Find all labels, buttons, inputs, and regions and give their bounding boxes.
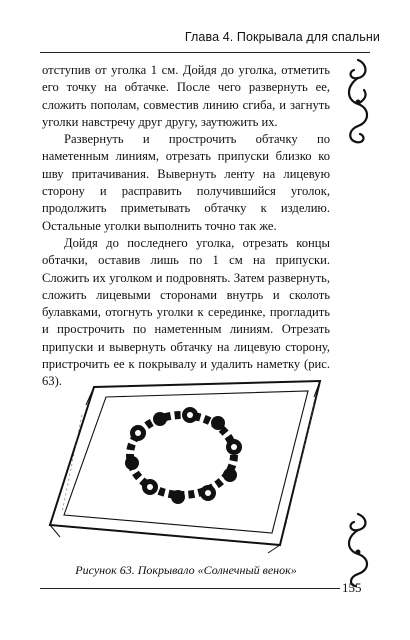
- footer-rule: [40, 588, 340, 589]
- running-header: Глава 4. Покрывала для спальни: [184, 30, 380, 44]
- paragraph: Развернуть и прострочить обтачку по наметенным линиям, отрезать припуски близко ко шву притачивания. Вывернуть ленту на лицевую сторону и расправить получившийся уголок, продолжить приметывать обтачку к изделию. Остальные уголки выполнить точно так же.: [42, 132, 330, 233]
- flourish-ornament-bottom: [338, 510, 378, 590]
- figure-caption: Рисунок 63. Покрывало «Солнечный венок»: [75, 563, 297, 577]
- page-number: 155: [342, 580, 362, 595]
- bedspread-illustration: [42, 375, 332, 557]
- paragraph: Дойдя до последнего уголка, отрезать концы обтачки, оставив лишь по 1 см на припуски. Сложить их уголком и подровнять. Затем развернуть, сложить лицевыми сторонами внутрь и сколоть булавками, отогнуть уголки к серединке, прогладить и прострочить по наметенным линиям. Отрезать припуски и вывернуть обтачку на лицевую сторону, пристрочить ее к покрывалу и удалить наметку (рис. 63).: [42, 235, 330, 389]
- header-rule: [40, 52, 370, 53]
- flourish-ornament-top: [338, 56, 378, 146]
- body-text: [42, 62, 330, 391]
- paragraph: отступив от уголка 1 см. Дойдя до уголка, отметить его точку на обтачке. После чего развернуть ее, сложить пополам, совместив линию сгиба, и загнуть уголки навстречу друг другу, заутюжить их.: [42, 63, 330, 129]
